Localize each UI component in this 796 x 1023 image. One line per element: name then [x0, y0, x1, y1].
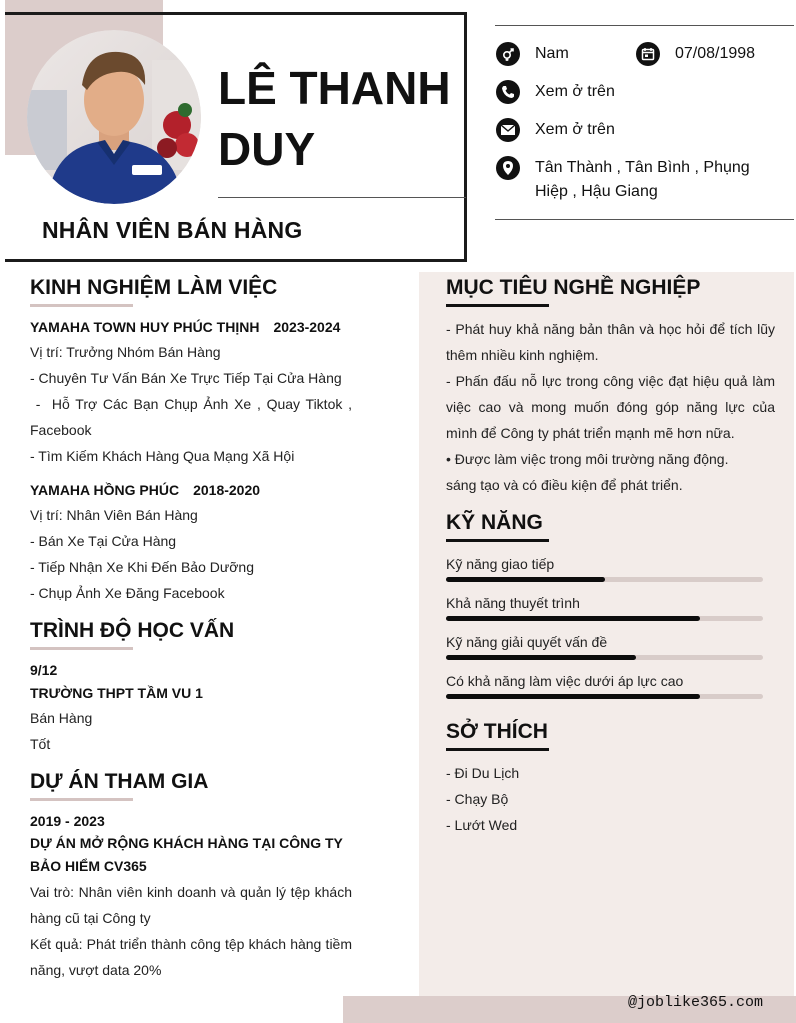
skill-label: Kỹ năng giao tiếp	[446, 556, 555, 572]
skill-bar-fill	[446, 694, 700, 699]
section-underline	[446, 304, 549, 307]
location-pin-icon	[496, 156, 520, 180]
job-2-line: - Chụp Ảnh Xe Đăng Facebook	[30, 585, 225, 601]
section-underline	[30, 304, 133, 307]
avatar	[27, 30, 201, 204]
project-name: DỰ ÁN MỞ RỘNG KHÁCH HÀNG TẠI CÔNG TY BẢO HIỂM CV365	[30, 835, 343, 874]
header-frame-bottom-left	[5, 259, 15, 262]
section-heading-hobbies: SỞ THÍCH	[446, 720, 548, 743]
section-heading-skills: KỸ NĂNG	[446, 511, 543, 534]
contact-gender: Nam	[535, 45, 569, 62]
section-heading-experience: KINH NGHIỆM LÀM VIỆC	[30, 276, 278, 299]
objective-line: - Phát huy khả năng bản thân và học hỏi để tích lũy thêm nhiều kinh nghiệm.	[446, 321, 775, 363]
skill-bar-track	[446, 655, 763, 660]
section-underline	[30, 647, 133, 650]
job-title: NHÂN VIÊN BÁN HÀNG	[42, 217, 303, 243]
job-2-header	[30, 477, 260, 503]
hobby-item: - Lướt Wed	[446, 817, 518, 833]
skill-bar-fill	[446, 577, 605, 582]
hobby-item: - Đi Du Lịch	[446, 765, 520, 781]
section-underline	[30, 798, 133, 801]
job-2-position: Vị trí: Nhân Viên Bán Hàng	[30, 507, 198, 523]
profile-name: LÊ THANH DUY	[218, 62, 451, 175]
job-1-line: - Chuyên Tư Vấn Bán Xe Trực Tiếp Tại Cửa Hàng	[30, 370, 342, 386]
calendar-icon	[636, 42, 660, 66]
mail-icon	[496, 118, 520, 142]
skill-label: Có khả năng làm việc dưới áp lực cao	[446, 673, 684, 689]
section-heading-objective: MỤC TIÊU NGHỀ NGHIỆP	[446, 276, 701, 299]
contact-address: Tân Thành , Tân Bình , Phụng Hiệp , Hậu Giang	[535, 159, 750, 200]
job-1-company: YAMAHA TOWN HUY PHÚC THỊNH	[30, 319, 260, 335]
job-1-line: - Hỗ Trợ Các Bạn Chụp Ảnh Xe , Quay Tiktok , Facebook	[30, 396, 356, 438]
skill-bar-track	[446, 694, 763, 699]
footer-watermark[interactable]: @joblike365.com	[628, 994, 764, 1011]
job-1-period: 2023-2024	[273, 319, 341, 335]
project-role: Vai trò: Nhân viên kinh doanh và quản lý tệp khách hàng cũ tại Công ty	[30, 884, 352, 926]
contact-divider-top	[495, 25, 794, 26]
skill-bar-fill	[446, 655, 636, 660]
section-heading-education: TRÌNH ĐỘ HỌC VẤN	[30, 619, 235, 642]
project-period: 2019 - 2023	[30, 813, 105, 829]
contact-birthdate: 07/08/1998	[675, 45, 756, 62]
objective-line: • Được làm việc trong môi trường năng động.	[446, 451, 729, 467]
education-major: Bán Hàng	[30, 710, 93, 726]
gender-icon	[496, 42, 520, 66]
skill-label: Khả năng thuyết trình	[446, 595, 580, 611]
education-school: TRƯỜNG THPT TẦM VU 1	[30, 685, 203, 701]
skill-bar-track	[446, 577, 763, 582]
section-underline	[446, 748, 549, 751]
job-2-line: - Bán Xe Tại Cửa Hàng	[30, 533, 177, 549]
phone-icon	[496, 80, 520, 104]
project-result: Kết quả: Phát triển thành công tệp khách hàng tiềm năng, vượt data 20%	[30, 936, 352, 978]
education-date: 9/12	[30, 662, 58, 678]
job-1-line: - Tìm Kiếm Khách Hàng Qua Mạng Xã Hội	[30, 448, 295, 464]
job-1-position: Vị trí: Trưởng Nhóm Bán Hàng	[30, 344, 221, 360]
objective-line: sáng tạo và có điều kiện để phát triển.	[446, 477, 683, 493]
job-1-header	[30, 314, 340, 340]
hobby-item: - Chạy Bộ	[446, 791, 509, 807]
education-result: Tốt	[30, 736, 51, 752]
skill-bar-track	[446, 616, 763, 621]
job-2-period: 2018-2020	[193, 482, 261, 498]
contact-email: Xem ở trên	[535, 121, 615, 138]
section-underline	[446, 539, 549, 542]
objective-line: - Phấn đấu nỗ lực trong công việc đạt hiệu quả làm việc cao và mong muốn đóng góp năng lực của mình để Công ty phát triển mạnh mẽ hơn nữa.	[446, 373, 775, 441]
contact-phone: Xem ở trên	[535, 83, 615, 100]
job-2-line: - Tiếp Nhận Xe Khi Đến Bảo Dưỡng	[30, 559, 255, 575]
job-2-company: YAMAHA HỒNG PHÚC	[30, 482, 180, 498]
section-heading-projects: DỰ ÁN THAM GIA	[30, 770, 209, 793]
skill-bar-fill	[446, 616, 700, 621]
contact-divider-bottom	[495, 219, 794, 220]
name-divider	[218, 197, 466, 198]
skill-label: Kỹ năng giải quyết vấn đề	[446, 634, 608, 650]
